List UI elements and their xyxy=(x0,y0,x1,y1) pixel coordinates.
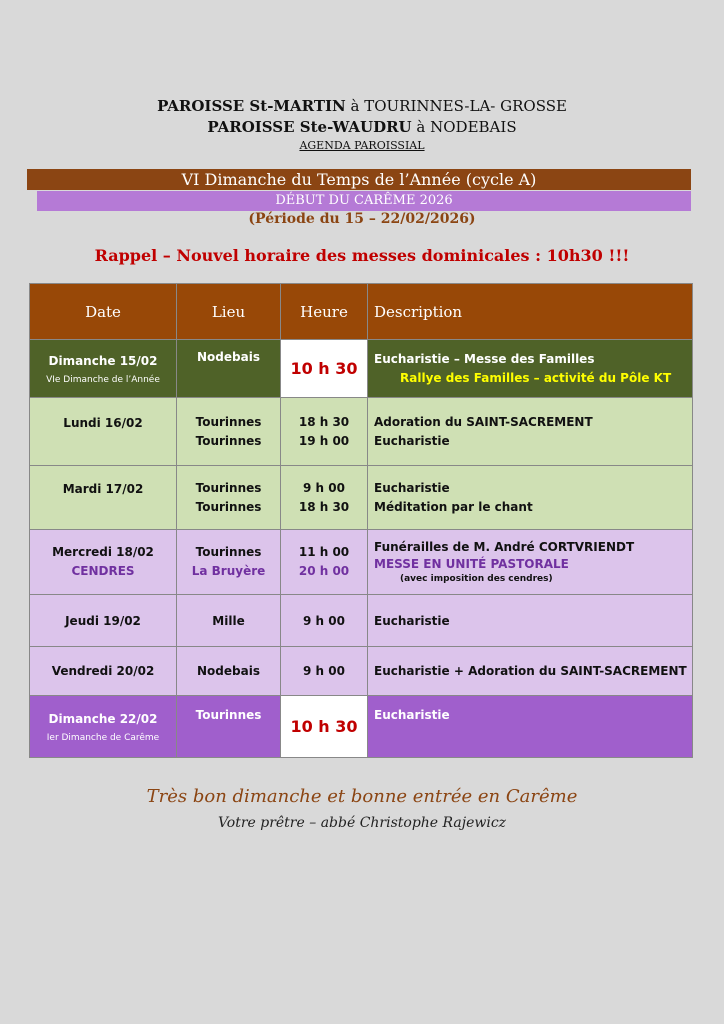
row-date: Mercredi 18/02 CENDRES xyxy=(30,530,177,595)
row-description: Eucharistie – Messe des Familles Rallye des Familles – activité du Pôle KT xyxy=(368,340,693,398)
row-date: Lundi 16/02 xyxy=(30,398,177,466)
parish-line-2: PAROISSE Ste-WAUDRU à NODEBAIS xyxy=(207,118,517,136)
table-row xyxy=(30,595,693,647)
row-lieu: Mille xyxy=(177,595,281,647)
header-description: Description xyxy=(368,284,693,340)
row-heure: 10 h 30 xyxy=(281,696,368,758)
row-lieu: Tourinnes Tourinnes xyxy=(177,398,281,466)
row-date: Vendredi 20/02 xyxy=(30,647,177,696)
lent-start-bar: DÉBUT DU CARÊME 2026 xyxy=(37,191,691,211)
row-description: Eucharistie Méditation par le chant xyxy=(368,466,693,530)
header-lieu: Lieu xyxy=(177,284,281,340)
table-row xyxy=(30,340,693,398)
table-header-row xyxy=(30,284,693,340)
row-heure: 9 h 00 xyxy=(281,647,368,696)
row-heure: 11 h 00 20 h 00 xyxy=(281,530,368,595)
table-row xyxy=(30,647,693,696)
row-description: Eucharistie + Adoration du SAINT-SACREMENT xyxy=(368,647,693,696)
schedule-table xyxy=(29,283,693,758)
row-date: Mardi 17/02 xyxy=(30,466,177,530)
reminder-text: Rappel – Nouvel horaire des messes dominicales : 10h30 !!! xyxy=(94,246,630,265)
row-lieu: Tourinnes Tourinnes xyxy=(177,466,281,530)
row-date: Dimanche 15/02 VIe Dimanche de l’Année xyxy=(30,340,177,398)
row-heure: 10 h 30 xyxy=(281,340,368,398)
row-heure: 9 h 00 18 h 30 xyxy=(281,466,368,530)
header-heure: Heure xyxy=(281,284,368,340)
agenda-label: AGENDA PAROISSIAL xyxy=(299,139,425,152)
row-date: Jeudi 19/02 xyxy=(30,595,177,647)
row-date: Dimanche 22/02 Ier Dimanche de Carême xyxy=(30,696,177,758)
parish-line-1: PAROISSE St-MARTIN à TOURINNES-LA- GROSSE xyxy=(157,97,567,115)
row-heure: 9 h 00 xyxy=(281,595,368,647)
row-lieu: Nodebais xyxy=(177,647,281,696)
row-description: Eucharistie xyxy=(368,696,693,758)
row-lieu: Tourinnes La Bruyère xyxy=(177,530,281,595)
priest-signature: Votre prêtre – abbé Christophe Rajewicz xyxy=(217,815,507,831)
table-row xyxy=(30,398,693,466)
table-row xyxy=(30,466,693,530)
row-lieu: Tourinnes xyxy=(177,696,281,758)
table-row xyxy=(30,530,693,595)
closing-greeting: Très bon dimanche et bonne entrée en Carême xyxy=(146,786,578,807)
row-heure: 18 h 30 19 h 00 xyxy=(281,398,368,466)
row-lieu: Nodebais xyxy=(177,340,281,398)
row-description: Funérailles de M. André CORTVRIENDT MESSE EN UNITÉ PASTORALE (avec imposition des cendres) xyxy=(368,530,693,595)
row-description: Adoration du SAINT-SACREMENT Eucharistie xyxy=(368,398,693,466)
header-date: Date xyxy=(30,284,177,340)
sunday-title-bar: VI Dimanche du Temps de l’Année (cycle A) xyxy=(27,169,691,190)
table-row xyxy=(30,696,693,758)
period-label: (Période du 15 – 22/02/2026) xyxy=(248,211,476,227)
row-description: Eucharistie xyxy=(368,595,693,647)
